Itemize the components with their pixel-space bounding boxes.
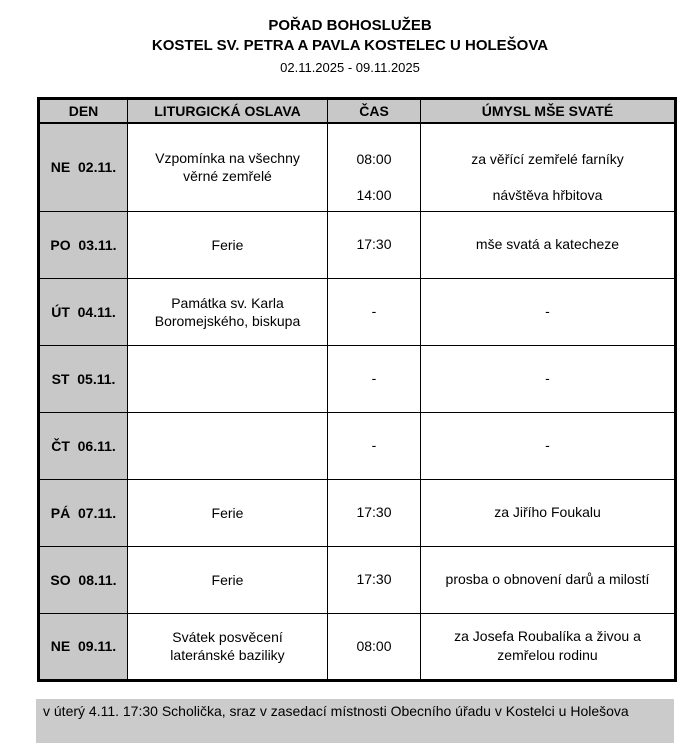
- liturgy-cell: Ferie: [128, 546, 328, 613]
- document-subtitle: KOSTEL SV. PETRA A PAVLA KOSTELEC U HOLEŠOVA: [151, 37, 549, 54]
- schedule-table-header: [39, 99, 676, 124]
- table-row: [39, 211, 676, 278]
- liturgy-cell: Památka sv. Karla Boromejského, biskupa: [128, 278, 328, 345]
- liturgy-cell: [128, 412, 328, 479]
- intention-cell: mše svatá a katecheze: [421, 211, 676, 278]
- table-row: [39, 613, 676, 680]
- time-cell: -: [328, 412, 421, 479]
- intention-cell: -: [421, 412, 676, 479]
- date-range: 02.11.2025 - 09.11.2025: [280, 60, 420, 75]
- time-cell: 17:30: [328, 479, 421, 546]
- day-cell: PO 03.11.: [39, 211, 128, 278]
- table-row: [39, 123, 676, 211]
- intention-cell: -: [421, 278, 676, 345]
- intention-cell: [421, 123, 676, 211]
- day-cell: SO 08.11.: [39, 546, 128, 613]
- liturgy-cell: Ferie: [128, 479, 328, 546]
- time-cell: -: [328, 345, 421, 412]
- column-header-liturgy: LITURGICKÁ OSLAVA: [128, 99, 328, 124]
- intention-cell: prosba o obnovení darů a milostí: [421, 546, 676, 613]
- time-cell: 08:00: [328, 613, 421, 680]
- table-row: [39, 479, 676, 546]
- intention-cell: za Josefa Roubalíka a živou a zemřelou rodinu: [421, 613, 676, 680]
- intention-value: za věřící zemřelé farníky: [471, 151, 624, 168]
- footer-note: v úterý 4.11. 17:30 Scholička, sraz v zasedací místnosti Obecního úřadu v Kostelci u Holešova: [36, 699, 674, 743]
- liturgy-cell: Ferie: [128, 211, 328, 278]
- table-row: [39, 412, 676, 479]
- table-row: [39, 546, 676, 613]
- liturgy-cell: Vzpomínka na všechny věrné zemřelé: [128, 123, 328, 211]
- schedule-table-body: [39, 123, 676, 680]
- column-header-time: ČAS: [328, 99, 421, 124]
- day-cell: PÁ 07.11.: [39, 479, 128, 546]
- intention-value: návštěva hřbitova: [492, 187, 603, 204]
- time-value: 08:00: [356, 151, 392, 168]
- day-cell: NE 02.11.: [39, 123, 128, 211]
- header-row: [39, 99, 676, 124]
- liturgy-cell: Svátek posvěcení lateránské baziliky: [128, 613, 328, 680]
- column-header-den: DEN: [39, 99, 128, 124]
- day-cell: NE 09.11.: [39, 613, 128, 680]
- intention-cell: -: [421, 345, 676, 412]
- title-block: [0, 16, 700, 78]
- column-header-intention: ÚMYSL MŠE SVATÉ: [421, 99, 676, 124]
- day-cell: ST 05.11.: [39, 345, 128, 412]
- intention-cell: za Jiřího Foukalu: [421, 479, 676, 546]
- liturgy-cell: [128, 345, 328, 412]
- table-row: [39, 278, 676, 345]
- day-cell: ÚT 04.11.: [39, 278, 128, 345]
- table-row: [39, 345, 676, 412]
- day-cell: ČT 06.11.: [39, 412, 128, 479]
- time-cell: [328, 123, 421, 211]
- time-cell: 17:30: [328, 211, 421, 278]
- time-cell: 17:30: [328, 546, 421, 613]
- time-cell: -: [328, 278, 421, 345]
- schedule-table: [37, 97, 677, 682]
- document-title: POŘAD BOHOSLUŽEB: [268, 17, 432, 34]
- time-value: 14:00: [356, 187, 392, 204]
